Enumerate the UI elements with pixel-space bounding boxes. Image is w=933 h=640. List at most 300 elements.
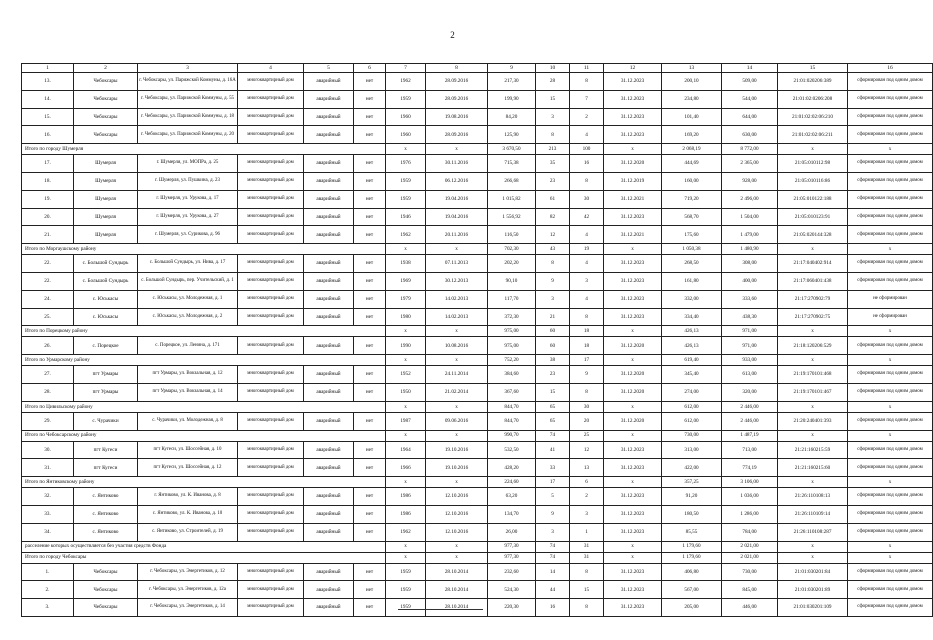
table-cell: 31.12.2023: [604, 126, 662, 144]
subtotal-cell: 933,00: [722, 355, 778, 366]
page-number: 2: [450, 30, 455, 40]
table-cell: пгт Кугеси, ул. Шоссейная, д. 10: [138, 441, 238, 459]
table-cell: 715,38: [488, 155, 536, 173]
subtotal-cell: х: [848, 144, 933, 155]
subtotal-cell: 990,70: [488, 430, 536, 441]
table-row: [22, 366, 933, 384]
subtotal-cell: 844,70: [488, 401, 536, 412]
table-row: [22, 172, 933, 190]
table-cell: 19.08.2016: [426, 108, 488, 126]
table-cell: 2: [570, 108, 604, 126]
table-cell: 1959: [386, 581, 426, 599]
table-cell: многоквартирный дом: [238, 523, 304, 541]
subtotal-cell: 2 446,00: [722, 401, 778, 412]
table-cell: 334,40: [662, 308, 722, 326]
table-cell: 31.12.2023: [604, 441, 662, 459]
table-cell: 31.12.2023: [604, 581, 662, 599]
subtotal-cell: 30: [570, 401, 604, 412]
table-cell: 31.12.2023: [604, 208, 662, 226]
table-cell: нет: [354, 90, 386, 108]
table-cell: многоквартирный дом: [238, 255, 304, 273]
subtotal-cell: х: [848, 401, 933, 412]
column-number: 6: [354, 64, 386, 73]
table-row: [22, 208, 933, 226]
table-cell: 333,60: [722, 290, 778, 308]
column-number: 7: [386, 64, 426, 73]
table-cell: 31.: [22, 459, 74, 477]
table-cell: 21:01:02:02:06:210: [778, 108, 848, 126]
table-cell: 613,00: [722, 366, 778, 384]
column-number: 13: [662, 64, 722, 73]
table-cell: 21:05:020144:328: [778, 226, 848, 244]
table-cell: 3: [536, 290, 570, 308]
table-cell: аварийный: [304, 190, 354, 208]
table-cell: нет: [354, 272, 386, 290]
table-cell: 428,20: [488, 459, 536, 477]
subtotal-cell: х: [778, 244, 848, 255]
subtotal-label: Итого по Чебоксарскому району: [22, 430, 386, 441]
subtotal-cell: х: [604, 477, 662, 488]
table-cell: 1 504,00: [722, 208, 778, 226]
table-cell: с. Юськасы: [74, 308, 138, 326]
table-cell: 25.: [22, 308, 74, 326]
table-cell: 1 286,00: [722, 505, 778, 523]
table-cell: 384,60: [488, 366, 536, 384]
table-cell: 1959: [386, 90, 426, 108]
table-cell: 31.12.2020: [604, 337, 662, 355]
table-cell: 784,00: [722, 523, 778, 541]
subtotal-row: [22, 244, 933, 255]
table-cell: 21:20:240401:393: [778, 412, 848, 430]
table-cell: 14.02.2013: [426, 308, 488, 326]
table-cell: нет: [354, 255, 386, 273]
table-cell: 21:05:010122:188: [778, 190, 848, 208]
table-cell: с. Юськасы, ул. Молодежная, д. 1: [138, 290, 238, 308]
table-cell: сформирован под одним домом: [848, 412, 933, 430]
table-cell: 14.: [22, 90, 74, 108]
table-cell: 90,10: [488, 272, 536, 290]
table-cell: 1 036,00: [722, 488, 778, 506]
subtotal-cell: 74: [536, 430, 570, 441]
table-cell: с. Юськасы: [74, 290, 138, 308]
column-number: 12: [604, 64, 662, 73]
table-cell: аварийный: [304, 581, 354, 599]
table-cell: 1: [570, 523, 604, 541]
table-cell: 28.09.2016: [426, 90, 488, 108]
table-cell: 16.: [22, 126, 74, 144]
subtotal-cell: х: [426, 477, 488, 488]
table-cell: 12: [570, 441, 604, 459]
table-cell: 1986: [386, 488, 426, 506]
subtotal-cell: х: [386, 355, 426, 366]
table-cell: сформирован под одним домом: [848, 255, 933, 273]
table-cell: аварийный: [304, 126, 354, 144]
subtotal-cell: х: [386, 244, 426, 255]
table-cell: нет: [354, 337, 386, 355]
table-cell: аварийный: [304, 505, 354, 523]
table-cell: Шумерля: [74, 226, 138, 244]
table-cell: 82: [536, 208, 570, 226]
table-cell: пгт Кугеси, ул. Шоссейная, д. 12: [138, 459, 238, 477]
subtotal-row: [22, 430, 933, 441]
subtotal-cell: 1 179,60: [662, 552, 722, 563]
table-cell: 4: [570, 290, 604, 308]
table-cell: 568,70: [662, 208, 722, 226]
subtotal-cell: 213: [536, 144, 570, 155]
table-cell: 31.12.2023: [604, 90, 662, 108]
table-cell: 31.12.2020: [604, 412, 662, 430]
subtotal-label: Итого по Урмарскому району: [22, 355, 386, 366]
table-cell: сформирован под одним домом: [848, 505, 933, 523]
table-cell: многоквартирный дом: [238, 90, 304, 108]
table-cell: многоквартирный дом: [238, 505, 304, 523]
table-cell: с. Янтиково, ул. Строителей, д. 19: [138, 523, 238, 541]
table-cell: многоквартирный дом: [238, 412, 304, 430]
table-cell: не сформирован: [848, 290, 933, 308]
table-row: [22, 441, 933, 459]
column-number: 5: [304, 64, 354, 73]
table-cell: 12: [536, 226, 570, 244]
table-cell: сформирован под одним домом: [848, 383, 933, 401]
table-cell: 31.12.2023: [604, 308, 662, 326]
table-cell: 1960: [386, 126, 426, 144]
table-cell: сформирован под одним домом: [848, 337, 933, 355]
table-cell: 21:26:110109:14: [778, 505, 848, 523]
table-cell: 8: [536, 126, 570, 144]
subtotal-cell: х: [426, 552, 488, 563]
table-cell: аварийный: [304, 308, 354, 326]
table-cell: аварийный: [304, 412, 354, 430]
table-cell: многоквартирный дом: [238, 190, 304, 208]
table-cell: нет: [354, 126, 386, 144]
table-cell: 31.12.2020: [604, 366, 662, 384]
table-row: [22, 523, 933, 541]
table-cell: 60: [536, 337, 570, 355]
subtotal-cell: 60: [536, 326, 570, 337]
table-cell: 3: [570, 505, 604, 523]
table-cell: 8: [570, 308, 604, 326]
table-cell: многоквартирный дом: [238, 459, 304, 477]
table-cell: 1 015,82: [488, 190, 536, 208]
table-cell: с. Большой Сундырь, ул. Нива, д. 17: [138, 255, 238, 273]
table-cell: сформирован под одним домом: [848, 126, 933, 144]
table-cell: 06.12.2016: [426, 172, 488, 190]
table-cell: 1.: [22, 563, 74, 581]
table-cell: 19.04.2016: [426, 190, 488, 208]
table-row: [22, 255, 933, 273]
table-cell: 15: [536, 90, 570, 108]
table-cell: 91,20: [662, 488, 722, 506]
table-cell: с. Большой Сундырь: [74, 255, 138, 273]
table-cell: 41: [536, 441, 570, 459]
subtotal-cell: х: [778, 144, 848, 155]
table-cell: аварийный: [304, 441, 354, 459]
subtotal-cell: х: [848, 541, 933, 552]
subtotal-cell: х: [778, 401, 848, 412]
subtotal-cell: х: [426, 401, 488, 412]
table-cell: 372,30: [488, 308, 536, 326]
table-cell: 63,20: [488, 488, 536, 506]
footer-rule: [398, 609, 483, 610]
table-cell: 26.: [22, 337, 74, 355]
table-cell: 971,00: [722, 337, 778, 355]
table-cell: 217,30: [488, 73, 536, 91]
table-cell: 2 446,00: [722, 412, 778, 430]
table-row: [22, 272, 933, 290]
table-cell: 31.12.2023: [604, 488, 662, 506]
table-cell: 928,00: [722, 172, 778, 190]
table-cell: 42: [570, 208, 604, 226]
subtotal-row: [22, 477, 933, 488]
table-cell: 23: [536, 172, 570, 190]
column-number: 1: [22, 64, 74, 73]
column-number: 15: [778, 64, 848, 73]
table-cell: 438,30: [722, 308, 778, 326]
table-cell: нет: [354, 412, 386, 430]
table-cell: 1990: [386, 337, 426, 355]
subtotal-cell: 43: [536, 244, 570, 255]
table-cell: аварийный: [304, 272, 354, 290]
subtotal-cell: 3 670,50: [488, 144, 536, 155]
table-row: [22, 73, 933, 91]
table-cell: 524,30: [488, 581, 536, 599]
table-cell: Шумерля: [74, 208, 138, 226]
subtotal-label: расселение которых осуществляется без участия средств Фонда: [22, 541, 386, 552]
table-cell: 8: [570, 73, 604, 91]
table-cell: сформирован под одним домом: [848, 459, 933, 477]
table-cell: многоквартирный дом: [238, 290, 304, 308]
table-cell: 31.12.2021: [604, 190, 662, 208]
table-cell: нет: [354, 581, 386, 599]
table-cell: 28.09.2016: [426, 126, 488, 144]
table-cell: Шумерля: [74, 172, 138, 190]
table-cell: 313,00: [662, 441, 722, 459]
subtotal-cell: 65: [536, 401, 570, 412]
table-cell: 21:01:02:0206:208: [778, 90, 848, 108]
table-cell: 14: [536, 563, 570, 581]
table-cell: аварийный: [304, 599, 354, 617]
table-cell: сформирован под одним домом: [848, 190, 933, 208]
table-cell: 20.11.2016: [426, 226, 488, 244]
table-cell: 4: [570, 126, 604, 144]
table-cell: 33: [536, 459, 570, 477]
table-cell: сформирован под одним домом: [848, 366, 933, 384]
table-cell: 21:01:02:02:06:211: [778, 126, 848, 144]
table-cell: 31.12.2023: [604, 599, 662, 617]
table-cell: 21:05:010123:91: [778, 208, 848, 226]
subtotal-cell: 18: [570, 326, 604, 337]
table-cell: аварийный: [304, 90, 354, 108]
table-cell: 3: [536, 523, 570, 541]
table-cell: пгт Кугеси: [74, 459, 138, 477]
table-cell: 19.04.2016: [426, 208, 488, 226]
table-cell: 15: [536, 383, 570, 401]
subtotal-cell: 1 487,19: [722, 430, 778, 441]
table-cell: 345,40: [662, 366, 722, 384]
table-cell: многоквартирный дом: [238, 108, 304, 126]
table-cell: сформирован под одним домом: [848, 208, 933, 226]
table-cell: 24.: [22, 290, 74, 308]
table-cell: с. Большой Сундырь, пер. Учительский, д. 1: [138, 272, 238, 290]
table-cell: 30: [570, 190, 604, 208]
table-cell: 1959: [386, 563, 426, 581]
table-cell: многоквартирный дом: [238, 441, 304, 459]
subtotal-label: Итого по городу Шумерля: [22, 144, 386, 155]
table-cell: 31.12.2023: [604, 108, 662, 126]
subtotal-cell: 74: [536, 541, 570, 552]
column-number: 4: [238, 64, 304, 73]
table-cell: 20.: [22, 208, 74, 226]
subtotal-cell: х: [604, 355, 662, 366]
table-cell: 3: [536, 108, 570, 126]
table-cell: 320,00: [722, 383, 778, 401]
table-cell: 21:17:270902:79: [778, 290, 848, 308]
table-cell: нет: [354, 523, 386, 541]
table-cell: 1980: [386, 308, 426, 326]
table-cell: 16: [570, 155, 604, 173]
table-cell: г. Чебоксары, ул. Парижской Коммуны, д. 55: [138, 90, 238, 108]
subtotal-row: [22, 541, 933, 552]
table-cell: сформирован под одним домом: [848, 226, 933, 244]
column-number: 3: [138, 64, 238, 73]
table-cell: 844,70: [488, 412, 536, 430]
table-cell: 1950: [386, 383, 426, 401]
table-cell: аварийный: [304, 337, 354, 355]
table-cell: аварийный: [304, 226, 354, 244]
table-cell: нет: [354, 488, 386, 506]
table-row: [22, 90, 933, 108]
subtotal-cell: 1 050,38: [662, 244, 722, 255]
subtotal-cell: х: [386, 144, 426, 155]
table-cell: 19.10.2016: [426, 441, 488, 459]
subtotal-cell: х: [604, 244, 662, 255]
table-cell: многоквартирный дом: [238, 226, 304, 244]
table-cell: 3.: [22, 599, 74, 617]
table-cell: 117,70: [488, 290, 536, 308]
table-row: [22, 581, 933, 599]
table-cell: с. Порецкое: [74, 337, 138, 355]
subtotal-label: Итого по Моргаушскому району: [22, 244, 386, 255]
subtotal-cell: 3 106,00: [722, 477, 778, 488]
table-cell: многоквартирный дом: [238, 383, 304, 401]
table-cell: нет: [354, 108, 386, 126]
table-cell: г. Чебоксары, ул. Энергетиков, д. 12а: [138, 581, 238, 599]
table-cell: с. Юськасы, ул. Молодежная, д. 2: [138, 308, 238, 326]
table-cell: 28.09.2016: [426, 73, 488, 91]
table-cell: 8: [570, 172, 604, 190]
table-cell: многоквартирный дом: [238, 272, 304, 290]
table-cell: аварийный: [304, 563, 354, 581]
table-cell: многоквартирный дом: [238, 488, 304, 506]
table-cell: аварийный: [304, 488, 354, 506]
table-cell: пгт Урмары: [74, 366, 138, 384]
table-cell: с. Чурачики: [74, 412, 138, 430]
table-cell: 21:18:120206:529: [778, 337, 848, 355]
table-cell: Шумерля: [74, 190, 138, 208]
table-cell: 28.10.2014: [426, 563, 488, 581]
subtotal-cell: 357,25: [662, 477, 722, 488]
table-cell: 44: [536, 581, 570, 599]
table-cell: 2 365,00: [722, 155, 778, 173]
subtotal-cell: 224,60: [488, 477, 536, 488]
table-cell: 9: [570, 366, 604, 384]
table-cell: 20: [570, 412, 604, 430]
table-cell: 21.02.2014: [426, 383, 488, 401]
table-row: [22, 563, 933, 581]
subtotal-cell: х: [778, 355, 848, 366]
subtotal-cell: 426,13: [662, 326, 722, 337]
subtotal-label: Итого по Порецкому району: [22, 326, 386, 337]
table-cell: 28.10.2014: [426, 581, 488, 599]
column-number: 9: [488, 64, 536, 73]
table-row: [22, 126, 933, 144]
table-cell: нет: [354, 208, 386, 226]
table-cell: пгт Урмары, ул. Вокзальная, д. 12: [138, 366, 238, 384]
table-row: [22, 290, 933, 308]
subtotal-cell: х: [386, 552, 426, 563]
table-cell: нет: [354, 599, 386, 617]
table-cell: пгт Урмары: [74, 383, 138, 401]
subtotal-cell: х: [604, 541, 662, 552]
subtotal-cell: 2 021,00: [722, 552, 778, 563]
table-cell: аварийный: [304, 172, 354, 190]
table-cell: 31.12.2023: [604, 272, 662, 290]
table-cell: нет: [354, 441, 386, 459]
table-cell: 1987: [386, 412, 426, 430]
table-cell: многоквартирный дом: [238, 155, 304, 173]
table-cell: 199,90: [488, 90, 536, 108]
table-cell: 1976: [386, 155, 426, 173]
table-cell: 22.: [22, 255, 74, 273]
table-body: [22, 64, 933, 617]
table-cell: 21:05:010112:98: [778, 155, 848, 173]
subtotal-cell: 25: [570, 430, 604, 441]
subtotal-cell: х: [848, 477, 933, 488]
housing-table: [21, 63, 933, 617]
table-cell: 509,00: [722, 73, 778, 91]
table-cell: 266,68: [488, 172, 536, 190]
subtotal-cell: х: [426, 326, 488, 337]
subtotal-cell: 100: [570, 144, 604, 155]
table-cell: аварийный: [304, 208, 354, 226]
table-cell: 975,00: [488, 337, 536, 355]
table-cell: 10.08.2016: [426, 337, 488, 355]
table-cell: с. Янтиково, ул. К. Иванова, д. 10: [138, 505, 238, 523]
table-cell: 4: [570, 255, 604, 273]
table-row: [22, 226, 933, 244]
subtotal-cell: х: [848, 552, 933, 563]
table-cell: 1962: [386, 226, 426, 244]
table-cell: сформирован под одним домом: [848, 155, 933, 173]
table-cell: 21.: [22, 226, 74, 244]
table-cell: нет: [354, 459, 386, 477]
table-cell: 1960: [386, 108, 426, 126]
subtotal-cell: 975,00: [488, 326, 536, 337]
table-cell: 22.: [22, 272, 74, 290]
table-cell: 774,19: [722, 459, 778, 477]
table-cell: 1946: [386, 208, 426, 226]
table-cell: нет: [354, 290, 386, 308]
subtotal-label: Итого по Цивильскому району: [22, 401, 386, 412]
table-cell: сформирован под одним домом: [848, 581, 933, 599]
table-cell: 101,40: [662, 108, 722, 126]
subtotal-cell: х: [604, 144, 662, 155]
subtotal-cell: х: [604, 326, 662, 337]
table-cell: 85,55: [662, 523, 722, 541]
table-cell: 446,00: [722, 599, 778, 617]
table-cell: 406,80: [662, 563, 722, 581]
table-cell: г. Шумерля, ул. Урукова, д. 17: [138, 190, 238, 208]
